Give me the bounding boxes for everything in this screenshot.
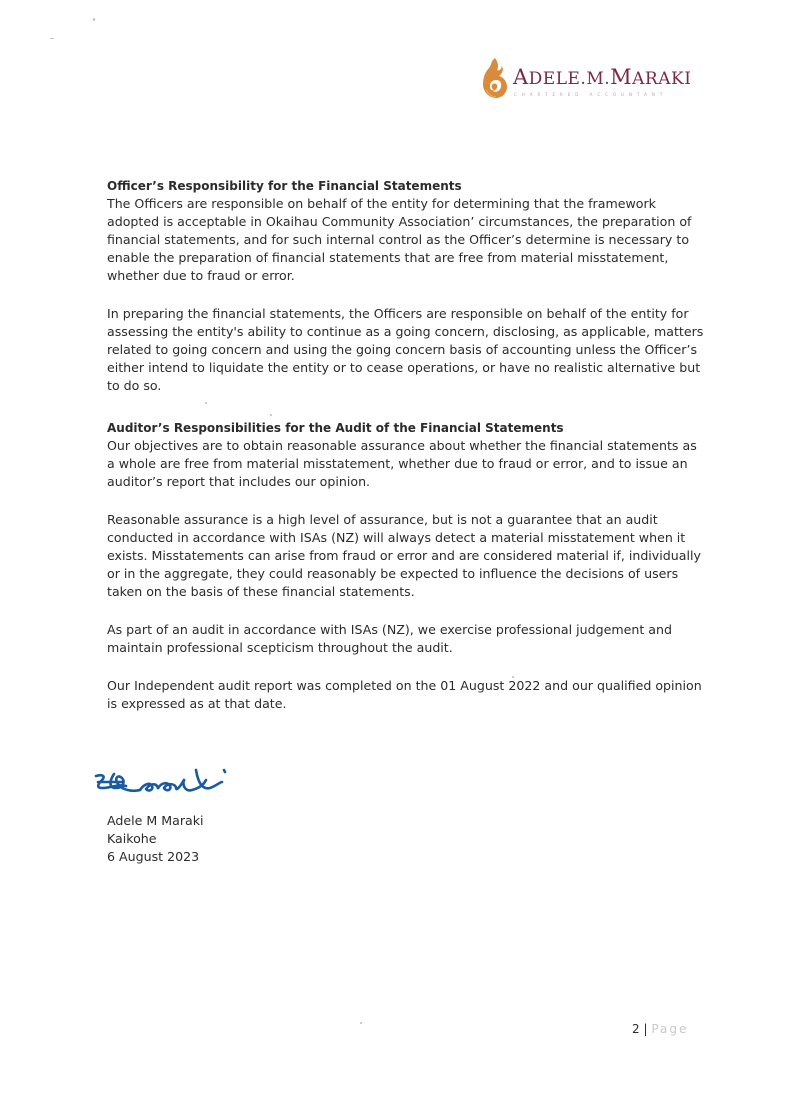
scan-speck: [512, 676, 514, 678]
paragraph: Our objectives are to obtain reasonable assurance about whether the financial statements as a whole are free from material misstatement, whether due to fraud or error, and to issue an auditor’s report that includes our opinion.: [107, 438, 697, 489]
scan-speck: [93, 18, 95, 21]
flame-icon: [480, 56, 510, 100]
paragraph: As part of an audit in accordance with ISAs (NZ), we exercise professional judgement and maintain professional scepticism throughout the audit.: [107, 622, 672, 655]
firm-tagline: CHARTERED ACCOUNTANT: [514, 92, 668, 97]
officers-responsibility-section: [107, 177, 707, 395]
section-heading: Auditor’s Responsibilities for the Audit of the Financial Statements: [107, 421, 564, 435]
section-heading: Officer’s Responsibility for the Financial Statements: [107, 179, 462, 193]
page-separator: |: [643, 1022, 648, 1036]
document-body: [107, 177, 707, 713]
paragraph: The Officers are responsible on behalf of the entity for determining that the framework adopted is acceptable in Okaihau Community Association’ circumstances, the preparation of financial statements, and for such internal control as the Officer’s determine is necessary to enable the preparation of financial statements that are free from material misstatement, whether due to fraud or error.: [107, 196, 692, 283]
scan-speck: [50, 38, 54, 39]
scan-speck: [360, 1022, 362, 1024]
signature-block: [107, 812, 204, 866]
signatory-name: Adele M Maraki: [107, 813, 204, 828]
letterhead-logo: [480, 56, 706, 102]
paragraph: Reasonable assurance is a high level of assurance, but is not a guarantee that an audit conducted in accordance with ISAs (NZ) will always detect a material misstatement when it exists. Misstatements can arise from fraud or error and are considered material if, individually or in the aggregate, they could reasonably be expected to influence the decisions of users taken on the basis of these financial statements.: [107, 512, 701, 599]
auditors-responsibilities-section: [107, 419, 707, 713]
scan-speck: [205, 402, 207, 404]
signature-date: 6 August 2023: [107, 849, 200, 864]
firm-name: ADELE.M.MARAKI: [513, 65, 692, 89]
handwritten-signature-icon: [92, 762, 252, 802]
paragraph: Our Independent audit report was completed on the 01 August 2022 and our qualified opinion is expressed as at that date.: [107, 678, 702, 711]
signatory-location: Kaikohe: [107, 831, 157, 846]
page-label: Page: [651, 1022, 689, 1036]
page-footer: [632, 1022, 688, 1036]
paragraph: In preparing the financial statements, the Officers are responsible on behalf of the entity for assessing the entity's ability to continue as a going concern, disclosing, as applicable, matters related to going concern and using the going concern basis of accounting unless the Officer’s either intend to liquidate the entity or to cease operations, or have no realistic alternative but to do so.: [107, 306, 704, 393]
page-number: 2: [632, 1022, 640, 1036]
scan-speck: [270, 414, 272, 416]
